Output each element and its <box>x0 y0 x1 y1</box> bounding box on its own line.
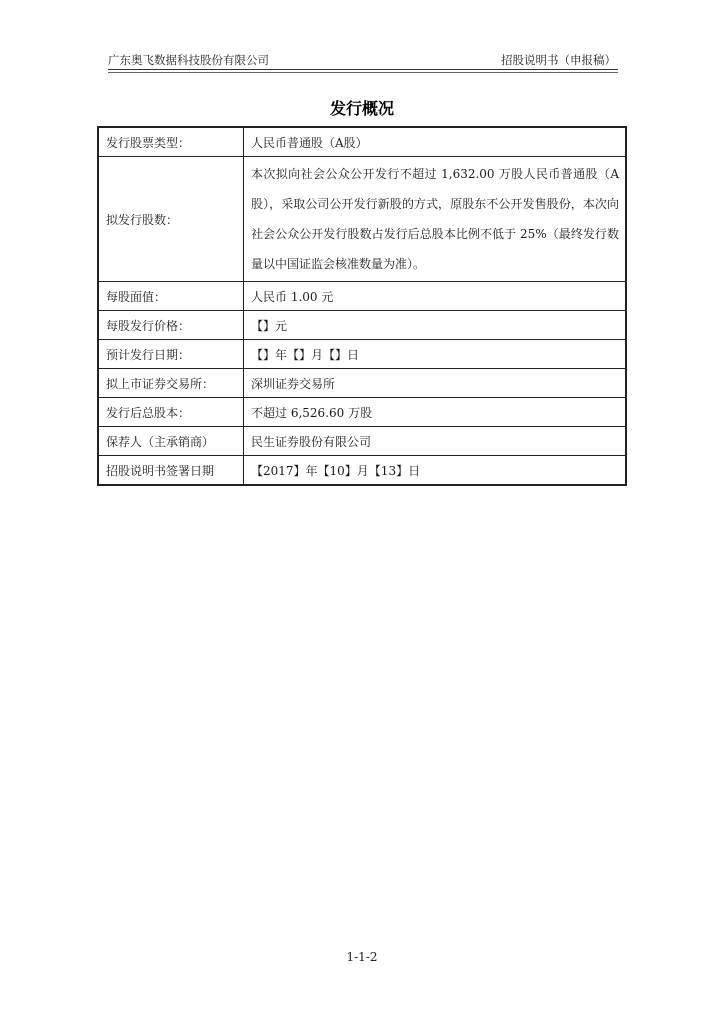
row-value-sign-date: 【2017】年【10】月【13】日 <box>244 456 627 486</box>
row-label-shares-to-issue: 拟发行股数： <box>98 157 244 282</box>
row-label-total-shares: 发行后总股本： <box>98 398 244 427</box>
table-row <box>98 311 626 340</box>
table-row <box>98 456 626 486</box>
row-label-sponsor: 保荐人（主承销商） <box>98 427 244 456</box>
header-company-name: 广东奥飞数据科技股份有限公司 <box>108 53 269 67</box>
page-header <box>108 51 618 70</box>
row-label-par-value: 每股面值： <box>98 282 244 311</box>
row-label-exchange: 拟上市证券交易所： <box>98 369 244 398</box>
row-label-issue-price: 每股发行价格： <box>98 311 244 340</box>
row-label-issue-date: 预计发行日期： <box>98 340 244 369</box>
offering-summary-table <box>97 126 627 486</box>
page-number: 1-1-2 <box>346 950 378 964</box>
row-value-issue-price: 【】元 <box>244 311 627 340</box>
header-divider <box>108 72 618 73</box>
row-value-exchange: 深圳证券交易所 <box>244 369 627 398</box>
table-row <box>98 127 626 157</box>
row-value-sponsor: 民生证券股份有限公司 <box>244 427 627 456</box>
row-value-shares-to-issue: 本次拟向社会公众公开发行不超过 1,632.00 万股人民币普通股（A股），采取公司公开发行新股的方式，原股东不公开发售股份，本次向社会公众公开发行股数占发行后总股本比例不低于 25%（最终发行数量以中国证监会核准数量为准）。 <box>244 157 627 282</box>
row-value-par-value: 人民币 1.00 元 <box>244 282 627 311</box>
table-row <box>98 427 626 456</box>
table-row <box>98 282 626 311</box>
row-value-issue-date: 【】年【】月【】日 <box>244 340 627 369</box>
table-row <box>98 398 626 427</box>
table-row <box>98 369 626 398</box>
row-label-sign-date: 招股说明书签署日期 <box>98 456 244 486</box>
row-value-share-type: 人民币普通股（A股） <box>244 127 627 157</box>
table-row <box>98 157 626 282</box>
row-value-total-shares: 不超过 6,526.60 万股 <box>244 398 627 427</box>
page-title: 发行概况 <box>329 99 394 118</box>
table-row <box>98 340 626 369</box>
header-document-type: 招股说明书（申报稿） <box>501 53 616 67</box>
row-label-share-type: 发行股票类型： <box>98 127 244 157</box>
